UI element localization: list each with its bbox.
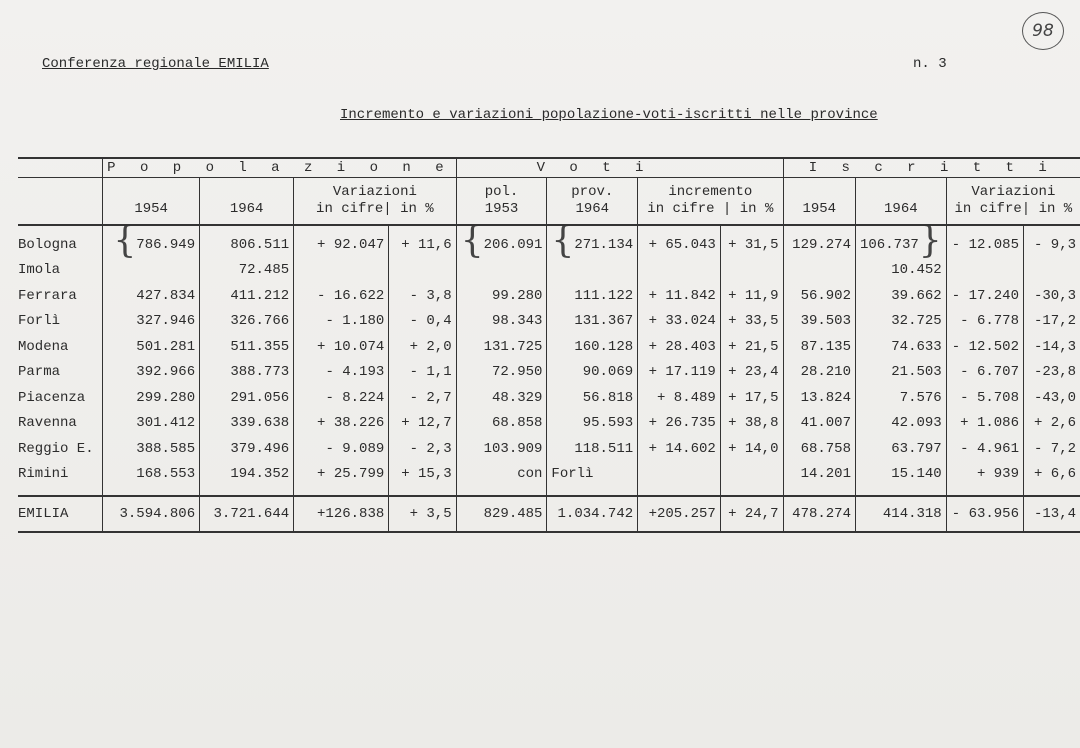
cell: 32.725 (855, 309, 946, 335)
cell: 68.758 (783, 436, 855, 462)
page-number: n. 3 (913, 56, 947, 72)
cell: + 6,6 (1023, 462, 1080, 488)
total-cell: - 63.956 (946, 496, 1023, 532)
cell: 379.496 (200, 436, 294, 462)
cell: 194.352 (200, 462, 294, 488)
cell: - 9.089 (294, 436, 389, 462)
cell: + 38,8 (720, 411, 783, 437)
cell: 327.946 (103, 309, 200, 335)
data-table (18, 157, 1080, 533)
cell: -14,3 (1023, 334, 1080, 360)
cell: + 14,0 (720, 436, 783, 462)
total-cell: +126.838 (294, 496, 389, 532)
province-name: Imola (18, 262, 61, 279)
header-isc-1954: 1954 (783, 178, 855, 226)
table-row (18, 283, 1080, 309)
province-name: Modena (18, 338, 69, 355)
table-row (18, 334, 1080, 360)
total-cell: -13,4 (1023, 496, 1080, 532)
cell: 99.280 (456, 283, 547, 309)
cell: - 12.085 (946, 225, 1023, 258)
header-pop-variazioni: Variazioni in cifre| in % (294, 178, 456, 226)
group-voti: V o t i (456, 158, 783, 178)
cell: - 2,7 (389, 385, 456, 411)
cell: {271.134 (547, 225, 638, 258)
brace-right: } (918, 225, 942, 258)
total-row (18, 496, 1080, 532)
cell: + 33.024 (638, 309, 721, 335)
group-header-row (18, 158, 1080, 178)
cell (638, 462, 721, 488)
cell: 301.412 (103, 411, 200, 437)
cell: + 11,6 (389, 225, 456, 258)
cell: + 25.799 (294, 462, 389, 488)
header-pop-1954: 1954 (103, 178, 200, 226)
header-isc-1964: 1964 (855, 178, 946, 226)
cell: + 8.489 (638, 385, 721, 411)
cell: -30,3 (1023, 283, 1080, 309)
cell (389, 258, 456, 284)
cell: 39.503 (783, 309, 855, 335)
cell: {206.091 (456, 225, 547, 258)
table-row (18, 225, 1080, 258)
cell (638, 258, 721, 284)
cell: 427.834 (103, 283, 200, 309)
province-name: Ferrara (18, 287, 77, 304)
cell: - 5.708 (946, 385, 1023, 411)
cell: 326.766 (200, 309, 294, 335)
cell (720, 462, 783, 488)
table-row (18, 462, 1080, 488)
cell: 388.585 (103, 436, 200, 462)
cell: 95.593 (547, 411, 638, 437)
cell: -17,2 (1023, 309, 1080, 335)
cell: - 9,3 (1023, 225, 1080, 258)
brace-left: { (113, 225, 137, 258)
cell: 74.633 (855, 334, 946, 360)
cell: -23,8 (1023, 360, 1080, 386)
cell: + 26.735 (638, 411, 721, 437)
cell: - 6.707 (946, 360, 1023, 386)
total-cell: 414.318 (855, 496, 946, 532)
province-name: Piacenza (18, 389, 86, 406)
cell: 14.201 (783, 462, 855, 488)
cell: - 12.502 (946, 334, 1023, 360)
cell: con (456, 462, 547, 488)
total-cell: + 3,5 (389, 496, 456, 532)
table-row (18, 436, 1080, 462)
header-voti-prov: prov. 1964 (547, 178, 638, 226)
table-row (18, 309, 1080, 335)
brace-left: { (460, 225, 484, 258)
total-cell: 3.721.644 (200, 496, 294, 532)
cell: 160.128 (547, 334, 638, 360)
cell: + 14.602 (638, 436, 721, 462)
cell: 72.485 (200, 258, 294, 284)
cell: - 1.180 (294, 309, 389, 335)
total-cell: 478.274 (783, 496, 855, 532)
cell: 21.503 (855, 360, 946, 386)
brace-left: { (551, 225, 575, 258)
cell: + 65.043 (638, 225, 721, 258)
header-isc-variazioni: Variazioni in cifre| in % (946, 178, 1080, 226)
cell: 129.274 (783, 225, 855, 258)
cell: - 4.193 (294, 360, 389, 386)
cell: 28.210 (783, 360, 855, 386)
cell: + 12,7 (389, 411, 456, 437)
group-iscritti: I s c r i t t i (783, 158, 1080, 178)
cell: 63.797 (855, 436, 946, 462)
cell: + 11,9 (720, 283, 783, 309)
cell: + 23,4 (720, 360, 783, 386)
group-popolazione: P o p o l a z i o n e (103, 158, 456, 178)
province-name: Parma (18, 364, 61, 381)
cell: + 11.842 (638, 283, 721, 309)
cell: - 16.622 (294, 283, 389, 309)
cell: 411.212 (200, 283, 294, 309)
cell: + 28.403 (638, 334, 721, 360)
table-row (18, 385, 1080, 411)
cell: + 1.086 (946, 411, 1023, 437)
cell: 56.818 (547, 385, 638, 411)
total-label: EMILIA (18, 496, 103, 532)
cell: 13.824 (783, 385, 855, 411)
cell: - 6.778 (946, 309, 1023, 335)
cell: 106.737} (855, 225, 946, 258)
handwritten-number: 98 (1022, 12, 1064, 50)
cell: -43,0 (1023, 385, 1080, 411)
cell: - 8.224 (294, 385, 389, 411)
cell: 41.007 (783, 411, 855, 437)
cell: 806.511 (200, 225, 294, 258)
cell: - 0,4 (389, 309, 456, 335)
cell: - 17.240 (946, 283, 1023, 309)
cell (294, 258, 389, 284)
header-voti-pol: pol. 1953 (456, 178, 547, 226)
cell: 339.638 (200, 411, 294, 437)
cell: 39.662 (855, 283, 946, 309)
table-row (18, 360, 1080, 386)
cell: 118.511 (547, 436, 638, 462)
cell: 7.576 (855, 385, 946, 411)
cell: + 10.074 (294, 334, 389, 360)
cell: + 31,5 (720, 225, 783, 258)
cell: 10.452 (855, 258, 946, 284)
cell: 291.056 (200, 385, 294, 411)
cell: 501.281 (103, 334, 200, 360)
cell: 111.122 (547, 283, 638, 309)
cell: - 1,1 (389, 360, 456, 386)
cell: - 2,3 (389, 436, 456, 462)
total-cell: +205.257 (638, 496, 721, 532)
cell: + 33,5 (720, 309, 783, 335)
cell: 48.329 (456, 385, 547, 411)
cell: 72.950 (456, 360, 547, 386)
province-name: Forlì (18, 313, 61, 330)
cell: + 92.047 (294, 225, 389, 258)
cell: 131.725 (456, 334, 547, 360)
cell: 56.902 (783, 283, 855, 309)
cell: 103.909 (456, 436, 547, 462)
cell (783, 258, 855, 284)
cell: + 15,3 (389, 462, 456, 488)
document-title: Incremento e variazioni popolazione-voti-iscritti nelle province (340, 107, 878, 123)
cell: 15.140 (855, 462, 946, 488)
cell: - 3,8 (389, 283, 456, 309)
table-row (18, 411, 1080, 437)
cell: + 2,0 (389, 334, 456, 360)
table-row (18, 258, 1080, 284)
sub-header-row (18, 178, 1080, 226)
cell: + 21,5 (720, 334, 783, 360)
cell: 392.966 (103, 360, 200, 386)
province-name: Bologna (18, 236, 77, 253)
cell: 98.343 (456, 309, 547, 335)
cell: 299.280 (103, 385, 200, 411)
cell: {786.949 (103, 225, 200, 258)
total-cell: 829.485 (456, 496, 547, 532)
cell: - 4.961 (946, 436, 1023, 462)
cell: 42.093 (855, 411, 946, 437)
total-cell: + 24,7 (720, 496, 783, 532)
total-cell: 3.594.806 (103, 496, 200, 532)
cell (1023, 258, 1080, 284)
cell: 388.773 (200, 360, 294, 386)
cell (547, 258, 638, 284)
cell: 168.553 (103, 462, 200, 488)
cell (456, 258, 547, 284)
cell: 511.355 (200, 334, 294, 360)
cell (103, 258, 200, 284)
conference-title: Conferenza regionale EMILIA (42, 56, 269, 72)
cell: + 38.226 (294, 411, 389, 437)
header-voti-incremento: incremento in cifre | in % (638, 178, 783, 226)
cell (720, 258, 783, 284)
cell: 87.135 (783, 334, 855, 360)
header-pop-1964: 1964 (200, 178, 294, 226)
cell: Forlì (547, 462, 638, 488)
cell: 68.858 (456, 411, 547, 437)
cell: 131.367 (547, 309, 638, 335)
cell: - 7,2 (1023, 436, 1080, 462)
cell (946, 258, 1023, 284)
total-cell: 1.034.742 (547, 496, 638, 532)
province-name: Ravenna (18, 415, 77, 432)
cell: + 17.119 (638, 360, 721, 386)
province-name: Reggio E. (18, 440, 94, 457)
cell: 90.069 (547, 360, 638, 386)
province-name: Rimini (18, 466, 69, 483)
cell: + 17,5 (720, 385, 783, 411)
cell: + 2,6 (1023, 411, 1080, 437)
cell: + 939 (946, 462, 1023, 488)
